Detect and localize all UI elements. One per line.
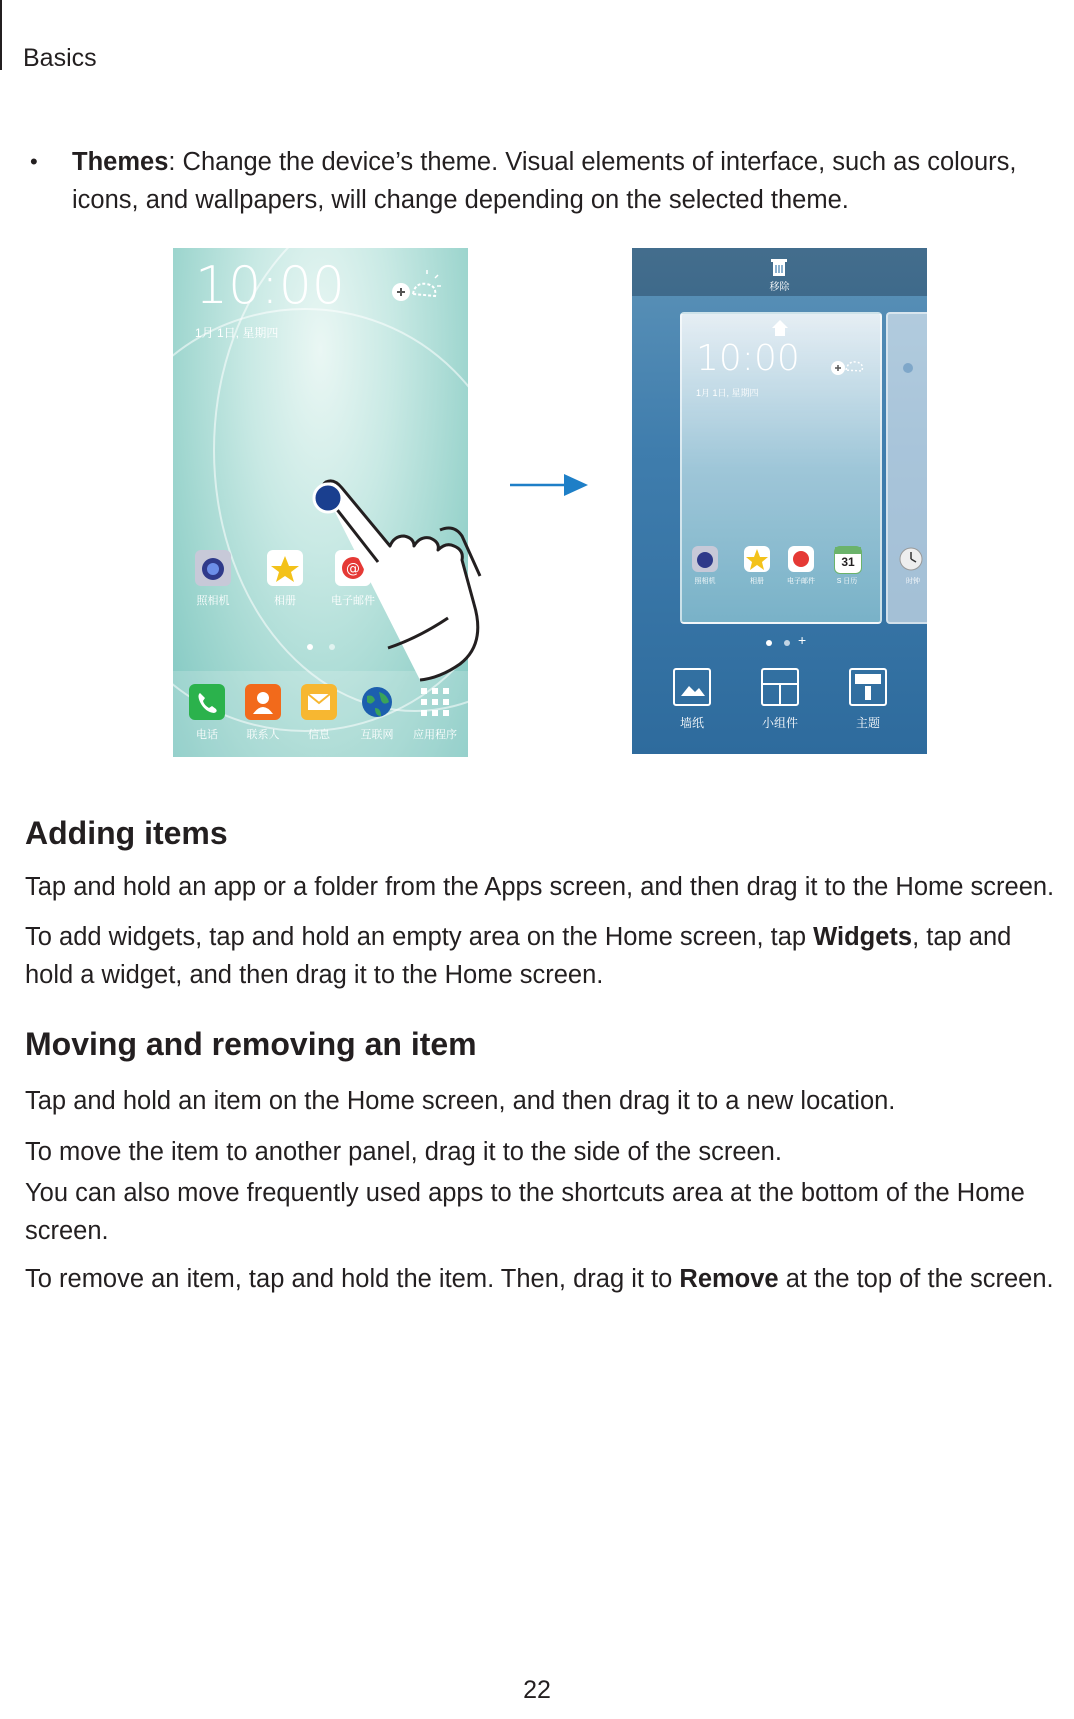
trash-icon: [768, 256, 790, 278]
gallery-icon: [744, 546, 770, 572]
app-label: 相册: [274, 595, 296, 607]
paragraph: [25, 1174, 1025, 1250]
app-label: 电子邮件: [331, 595, 375, 607]
home-page-indicator: [766, 640, 772, 646]
clock-widget: 10:00: [696, 338, 800, 379]
page-indicator-dot: [784, 640, 790, 646]
app-label: 电子邮件: [787, 578, 815, 585]
add-panel-icon[interactable]: +: [798, 632, 807, 648]
app-label: 信息: [308, 729, 330, 741]
text-run: To remove an item, tap and hold the item. Then, drag it to: [25, 1265, 680, 1293]
themes-icon: [849, 668, 887, 706]
section-heading-moving-removing: Moving and removing an item: [25, 1026, 477, 1062]
clock-widget: 10:00: [195, 256, 345, 316]
weather-mini-icon: [898, 358, 918, 378]
app-label: 联系人: [246, 729, 280, 741]
header-rule: [0, 0, 2, 70]
date-label: 1月 1日, 星期四: [195, 326, 279, 340]
text-run: To add widgets, tap and hold an empty area on the Home screen, tap: [25, 923, 814, 951]
calendar-app-icon[interactable]: [834, 546, 862, 574]
app-label: 电话: [196, 729, 218, 741]
app-label: 照相机: [196, 595, 230, 607]
camera-app-icon[interactable]: [692, 546, 718, 572]
weather-add-icon: [387, 268, 441, 304]
paragraph: [25, 1260, 1065, 1298]
phone-icon: [189, 684, 225, 720]
remove-label: 移除: [769, 282, 790, 293]
arrow-right-icon: [508, 470, 590, 500]
camera-app-icon[interactable]: [195, 550, 231, 586]
bullet-symbol: •: [30, 149, 38, 174]
text-run: You can also move frequently used apps to the shortcuts area at the bottom of the Home screen.: [25, 1179, 1025, 1245]
bullet-term: Themes: [72, 148, 169, 176]
paragraph: [25, 918, 1065, 994]
paragraph: [25, 1133, 1065, 1171]
home-icon: [770, 318, 790, 338]
contacts-app-icon[interactable]: [245, 684, 281, 720]
option-label: 小组件: [761, 716, 798, 730]
svg-text:@: @: [346, 561, 360, 577]
edit-mode-screenshot: [632, 248, 927, 754]
app-label: 相册: [750, 578, 764, 585]
text-run: Tap and hold an app or a folder from the Apps screen, and then drag it to the Home screen.: [25, 873, 1055, 901]
camera-icon: [195, 550, 231, 586]
themes-option[interactable]: [828, 668, 908, 731]
email-icon: [788, 546, 814, 572]
calendar-day-number: 31: [841, 555, 855, 569]
option-label: 主题: [855, 716, 880, 730]
widgets-option[interactable]: [740, 668, 820, 731]
gallery-icon: [267, 550, 303, 586]
app-label: S 日历: [836, 578, 858, 585]
widgets-icon: [761, 668, 799, 706]
ui-term: Remove: [679, 1265, 779, 1293]
weather-add-icon: [828, 350, 868, 378]
wallpaper-option[interactable]: [652, 668, 732, 731]
home-panel-preview[interactable]: [680, 312, 882, 624]
paragraph: [25, 868, 1065, 906]
calendar-header-strip: [835, 547, 861, 554]
contacts-icon: [245, 684, 281, 720]
app-label: 照相机: [694, 578, 716, 585]
gallery-app-icon[interactable]: [267, 550, 303, 586]
bullet-description: : Change the device’s theme. Visual elements of interface, such as colours, icons, and wallpapers, will change depending on the selected theme.: [72, 148, 1017, 214]
bullet-text: [72, 143, 1057, 219]
next-panel-preview[interactable]: [886, 312, 927, 624]
page-number: 22: [523, 1676, 551, 1704]
email-app-icon[interactable]: [788, 546, 814, 572]
ui-term: Widgets: [813, 923, 913, 951]
wallpaper-icon: [673, 668, 711, 706]
hand-gesture-icon: [300, 470, 560, 700]
phone-app-icon[interactable]: [189, 684, 225, 720]
app-label: 互联网: [360, 729, 394, 741]
gallery-app-icon[interactable]: [744, 546, 770, 572]
text-run: , tap and hold a widget, and then drag it to the Home screen.: [25, 923, 1012, 989]
option-label: 墙纸: [679, 716, 704, 730]
section-header: Basics: [23, 44, 97, 72]
date-label: 1月 1日, 星期四: [696, 388, 759, 398]
text-run: at the top of the screen.: [778, 1265, 1054, 1293]
text-run: To move the item to another panel, drag it to the side of the screen.: [25, 1138, 782, 1166]
app-label: 应用程序: [413, 729, 457, 741]
text-run: Tap and hold an item on the Home screen, and then drag it to a new location.: [25, 1087, 896, 1115]
paragraph: [25, 1082, 1065, 1120]
section-heading-adding-items: Adding items: [25, 815, 228, 851]
clock-app-icon[interactable]: [898, 546, 924, 572]
camera-icon: [692, 546, 718, 572]
app-label: 时钟: [906, 578, 920, 585]
